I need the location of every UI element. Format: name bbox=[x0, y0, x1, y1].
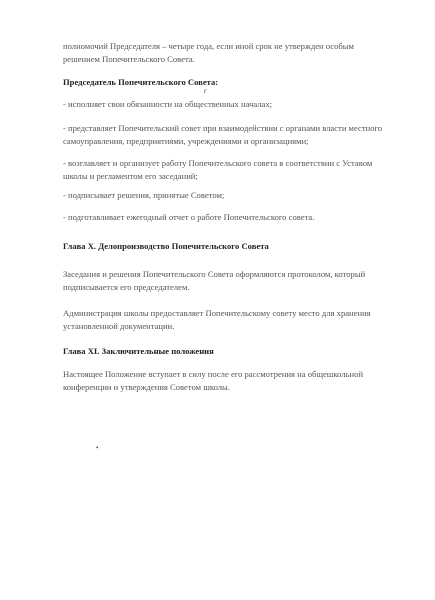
chairman-heading: Председатель Попечительского Совета: bbox=[63, 77, 219, 87]
chairman-item-3: - возглавляет и организует работу Попечительского совета в соответствии с Уставом школы и регламентом его заседаний; bbox=[63, 158, 373, 181]
stray-mark-top: г bbox=[204, 87, 207, 95]
chairman-item-1: - исполняет свои обязанности на общественных началах; bbox=[63, 99, 273, 109]
chapter-10-heading: Глава X. Делопроизводство Попечительского Совета bbox=[63, 241, 269, 251]
chapter-10-paragraph-2: Администрация школы предоставляет Попечительскому совету место для хранения установленной документации. bbox=[63, 308, 371, 331]
chapter-11-heading: Глава XI. Заключительные положения bbox=[63, 346, 214, 356]
chairman-item-2: - представляет Попечительский совет при взаимодействии с органами власти местного самоуправления, предприятиями, учреждениями и организациями; bbox=[63, 123, 383, 146]
chairman-item-4: - подписывает решения, принятые Советом; bbox=[63, 190, 225, 200]
chapter-11-paragraph-1: Настоящее Положение вступает в силу после его рассмотрения на общешкольной конференции и утверждения Советом школы. bbox=[63, 369, 364, 392]
intro-paragraph bbox=[63, 40, 393, 66]
intro-line-1: полномочий Председателя – четыре года, если иной срок не утвержден особым bbox=[63, 41, 354, 51]
chairman-item-5: - подготавливает ежегодный отчет о работе Попечительского совета. bbox=[63, 212, 315, 222]
intro-line-2: решением Попечительского Совета. bbox=[63, 54, 195, 64]
chapter-10-paragraph-1: Заседания и решения Попечительского Совета оформляются протоколом, который подписывается его председателем. bbox=[63, 269, 366, 292]
stray-mark-bottom: • bbox=[96, 444, 99, 452]
